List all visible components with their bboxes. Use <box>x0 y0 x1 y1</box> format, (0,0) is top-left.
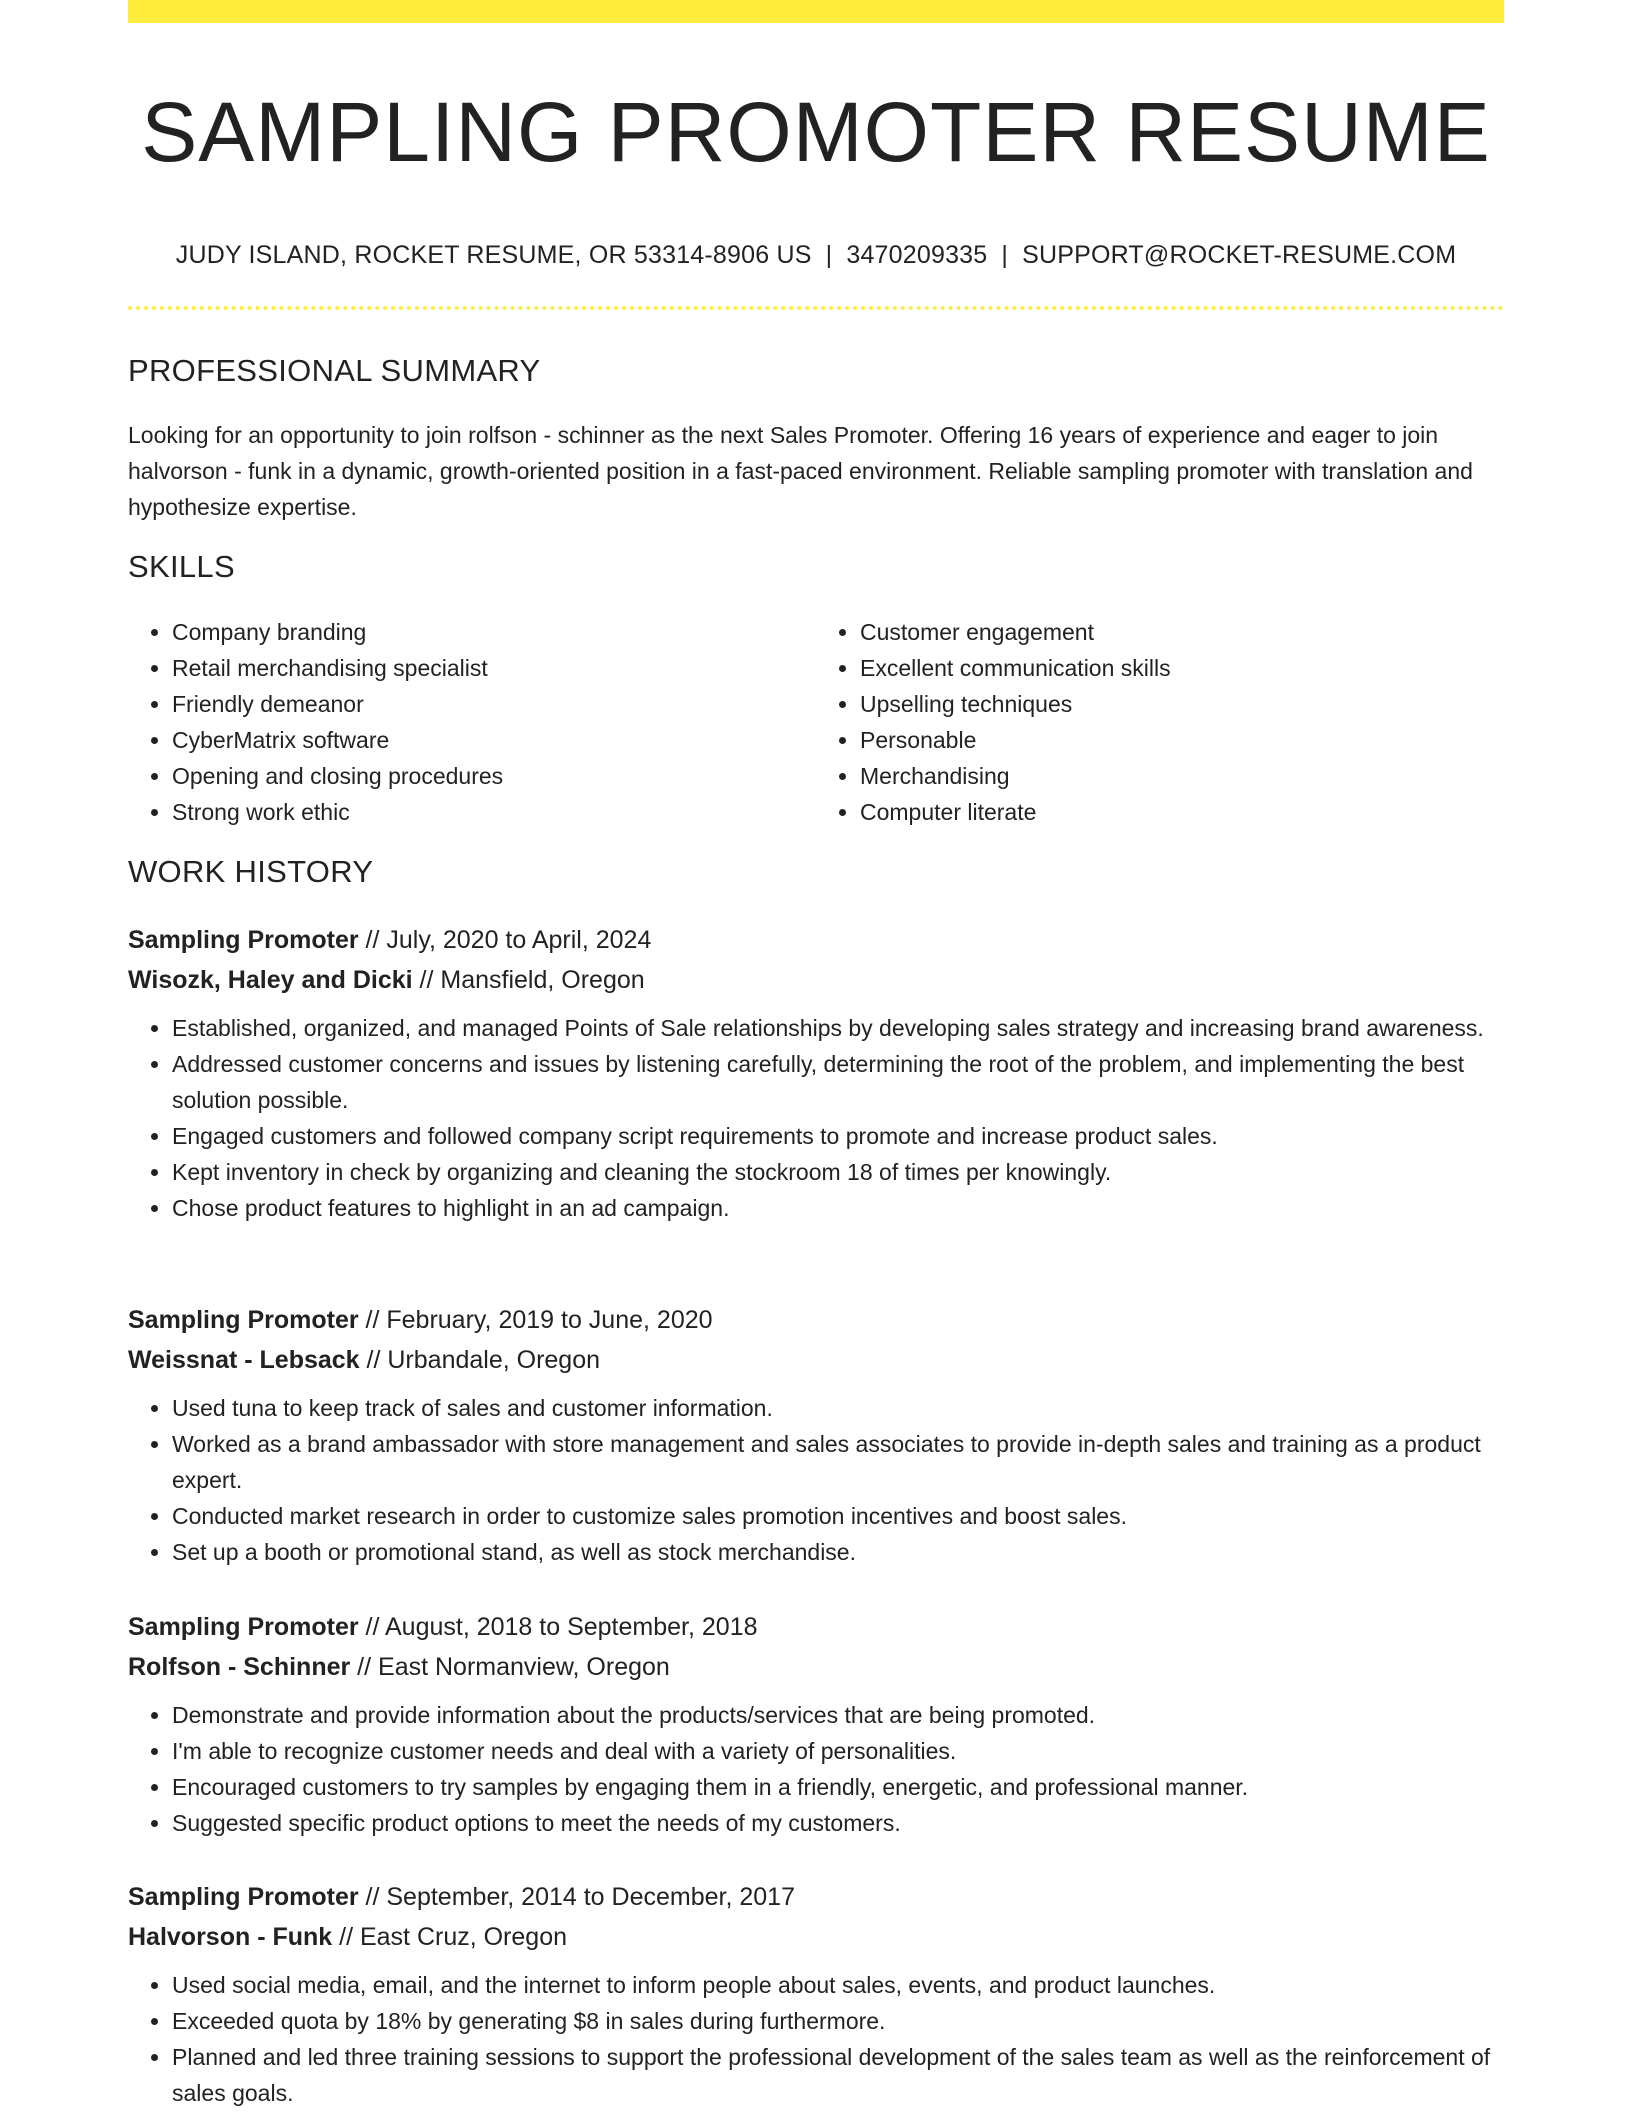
job-company-line <box>128 1340 1504 1380</box>
skill-item: • Opening and closing procedures <box>172 758 816 794</box>
job-location: // East Normanview, Oregon <box>350 1653 670 1681</box>
job-company: Halvorson - Funk <box>128 1923 333 1951</box>
job-title-line <box>128 920 1504 960</box>
job-entry <box>128 1877 1504 2111</box>
job-bullet: • Encouraged customers to try samples by engaging them in a friendly, energetic, and professional manner. <box>172 1769 1504 1805</box>
job-dates: // July, 2020 to April, 2024 <box>358 926 652 954</box>
job-company-line <box>128 1917 1504 1957</box>
skill-item: • Customer engagement <box>860 614 1504 650</box>
skill-item: • Friendly demeanor <box>172 686 816 722</box>
skill-item: • Upselling techniques <box>860 686 1504 722</box>
job-bullet: • Used tuna to keep track of sales and customer information. <box>172 1390 1504 1426</box>
job-bullets <box>128 1390 1504 1570</box>
job-dates: // February, 2019 to June, 2020 <box>358 1306 713 1334</box>
work-history-heading: WORK HISTORY <box>128 854 374 889</box>
skill-item: • Retail merchandising specialist <box>172 650 816 686</box>
contact-separator: | <box>825 241 833 269</box>
job-bullet: • Used social media, email, and the internet to inform people about sales, events, and product launches. <box>172 1967 1504 2003</box>
job-company: Wisozk, Haley and Dicki <box>128 966 413 994</box>
job-bullet: • Addressed customer concerns and issues by listening carefully, determining the root of the problem, and implementing the best solution possible. <box>172 1046 1504 1118</box>
skill-item: • Computer literate <box>860 794 1504 830</box>
skill-item: • Excellent communication skills <box>860 650 1504 686</box>
skill-item: • Personable <box>860 722 1504 758</box>
job-bullet: • Established, organized, and managed Points of Sale relationships by developing sales strategy and increasing brand awareness. <box>172 1010 1504 1046</box>
job-bullets <box>128 1967 1504 2111</box>
job-location: // Urbandale, Oregon <box>359 1346 601 1374</box>
skill-item: • CyberMatrix software <box>172 722 816 758</box>
summary-text: Looking for an opportunity to join rolfson - schinner as the next Sales Promoter. Offering 16 years of experience and eager to join halvorson - funk in a dynamic, growth-oriented position in a fast-paced environment. Reliable sampling promoter with translation and hypothesize expertise. <box>128 422 1473 520</box>
skill-item: • Strong work ethic <box>172 794 816 830</box>
job-company-line <box>128 960 1504 1000</box>
job-company: Rolfson - Schinner <box>128 1653 351 1681</box>
job-company: Weissnat - Lebsack <box>128 1346 360 1374</box>
job-title: Sampling Promoter <box>128 1306 359 1334</box>
skills-heading: SKILLS <box>128 549 235 584</box>
skills-list <box>128 614 1504 830</box>
job-title: Sampling Promoter <box>128 1613 359 1641</box>
skills-left-column <box>128 614 816 830</box>
skills-right-column <box>816 614 1504 830</box>
skill-item: • Company branding <box>172 614 816 650</box>
job-dates: // September, 2014 to December, 2017 <box>358 1883 795 1911</box>
contact-address: JUDY ISLAND, ROCKET RESUME, OR 53314-8906 US <box>175 241 812 269</box>
job-dates: // August, 2018 to September, 2018 <box>358 1613 758 1641</box>
job-entry <box>128 1300 1504 1570</box>
job-bullets <box>128 1697 1504 1841</box>
job-location: // East Cruz, Oregon <box>332 1923 568 1951</box>
job-title: Sampling Promoter <box>128 926 359 954</box>
contact-separator: | <box>1001 241 1009 269</box>
job-title: Sampling Promoter <box>128 1883 359 1911</box>
job-location: // Mansfield, Oregon <box>412 966 645 994</box>
job-company-line <box>128 1647 1504 1687</box>
contact-email: SUPPORT@ROCKET-RESUME.COM <box>1022 241 1457 269</box>
job-bullet: • Suggested specific product options to meet the needs of my customers. <box>172 1805 1504 1841</box>
dotted-divider <box>128 306 1504 310</box>
job-bullet: • Set up a booth or promotional stand, as well as stock merchandise. <box>172 1534 1504 1570</box>
job-bullet: • Chose product features to highlight in an ad campaign. <box>172 1190 1504 1226</box>
job-entry <box>128 1607 1504 1841</box>
job-bullets <box>128 1010 1504 1226</box>
job-bullet: • Engaged customers and followed company script requirements to promote and increase product sales. <box>172 1118 1504 1154</box>
skill-item: • Merchandising <box>860 758 1504 794</box>
job-bullet: • I'm able to recognize customer needs and deal with a variety of personalities. <box>172 1733 1504 1769</box>
contact-line <box>128 237 1504 273</box>
job-bullet: • Worked as a brand ambassador with store management and sales associates to provide in-depth sales and training as a product expert. <box>172 1426 1504 1498</box>
resume-title: SAMPLING PROMOTER RESUME <box>141 85 1491 179</box>
job-bullet: • Conducted market research in order to customize sales promotion incentives and boost sales. <box>172 1498 1504 1534</box>
job-bullet: • Planned and led three training sessions to support the professional development of the sales team as well as the reinforcement of sales goals. <box>172 2039 1504 2111</box>
summary-heading: PROFESSIONAL SUMMARY <box>128 353 541 388</box>
job-bullet: • Kept inventory in check by organizing and cleaning the stockroom 18 of times per knowingly. <box>172 1154 1504 1190</box>
job-title-line <box>128 1877 1504 1917</box>
contact-phone: 3470209335 <box>846 241 988 269</box>
job-bullet: • Demonstrate and provide information about the products/services that are being promoted. <box>172 1697 1504 1733</box>
job-title-line <box>128 1300 1504 1340</box>
job-bullet: • Exceeded quota by 18% by generating $8 in sales during furthermore. <box>172 2003 1504 2039</box>
job-title-line <box>128 1607 1504 1647</box>
job-entry <box>128 920 1504 1226</box>
accent-top-bar <box>128 0 1504 23</box>
